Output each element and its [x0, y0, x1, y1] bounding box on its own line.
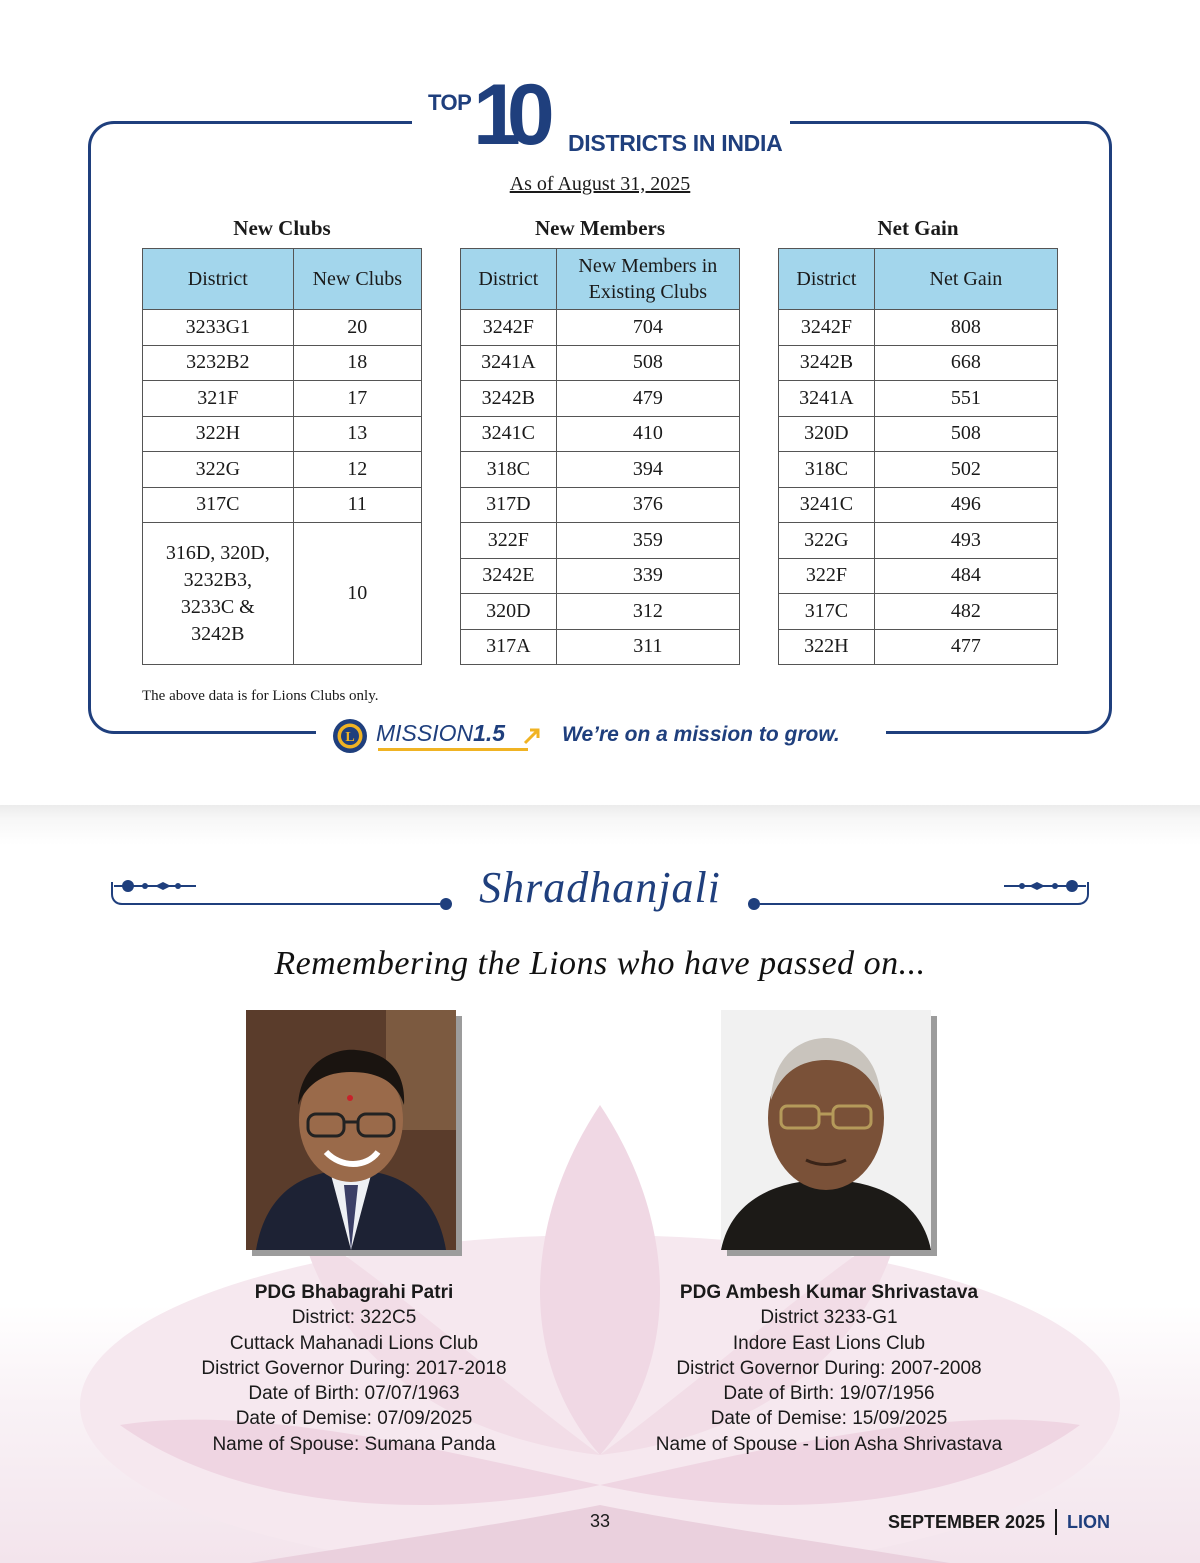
table-header-row — [143, 249, 422, 310]
footer-divider — [1055, 1509, 1057, 1535]
value-cell: 508 — [556, 345, 739, 381]
column-header: New Members in Existing Clubs — [556, 249, 739, 310]
table-row — [779, 487, 1058, 523]
district-cell: 322G — [143, 452, 294, 488]
person-detail: District Governor During: 2007-2008 — [676, 1357, 982, 1379]
table-row — [143, 345, 422, 381]
value-cell: 376 — [556, 487, 739, 523]
column-header: Net Gain — [874, 249, 1057, 310]
value-cell: 312 — [556, 594, 739, 630]
mission-tagline: We’re on a mission to grow. — [562, 723, 840, 746]
table-row — [461, 523, 740, 559]
title-rest: DISTRICTS IN INDIA — [568, 130, 783, 156]
column-header: District — [143, 249, 294, 310]
table-header-row — [461, 249, 740, 310]
table-header-row — [779, 249, 1058, 310]
page-number: 33 — [589, 1511, 611, 1531]
table-row — [779, 558, 1058, 594]
value-cell: 493 — [874, 523, 1057, 559]
person-name: PDG Ambesh Kumar Shrivastava — [679, 1282, 979, 1303]
district-cell: 322H — [779, 629, 875, 665]
mission-banner — [332, 716, 892, 754]
table-row — [779, 381, 1058, 417]
magazine-name: LION — [1067, 1511, 1110, 1532]
person-portrait-icon — [246, 1010, 456, 1250]
value-cell: 18 — [293, 345, 421, 381]
value-cell: 482 — [874, 594, 1057, 630]
value-cell: 551 — [874, 381, 1057, 417]
table-row — [461, 345, 740, 381]
district-cell: 322H — [143, 416, 294, 452]
district-cell: 320D — [461, 594, 557, 630]
district-cell: 3232B2 — [143, 345, 294, 381]
table-row — [779, 523, 1058, 559]
table-row — [461, 487, 740, 523]
district-cell: 3242B — [461, 381, 557, 417]
table-row — [143, 416, 422, 452]
value-cell: 12 — [293, 452, 421, 488]
district-cell: 317C — [143, 487, 294, 523]
value-cell: 479 — [556, 381, 739, 417]
section-title — [428, 67, 788, 163]
district-cell: 3241A — [779, 381, 875, 417]
mission-logo — [376, 720, 505, 747]
data-note: The above data is for Lions Clubs only. — [142, 688, 379, 704]
lions-emblem-icon — [332, 718, 368, 754]
table-row — [779, 310, 1058, 346]
value-cell: 359 — [556, 523, 739, 559]
value-cell: 394 — [556, 452, 739, 488]
district-cell: 322F — [461, 523, 557, 559]
district-cell: 3241C — [779, 487, 875, 523]
value-cell: 704 — [556, 310, 739, 346]
person-detail: Date of Birth: 19/07/1956 — [723, 1383, 935, 1405]
tribute-details-2 — [609, 1280, 1049, 1457]
person-detail: District 3233-G1 — [760, 1307, 898, 1329]
district-cell: 3241C — [461, 416, 557, 452]
mission-underline — [378, 748, 528, 751]
value-cell: 410 — [556, 416, 739, 452]
person-detail: Name of Spouse - Lion Asha Shrivastava — [655, 1433, 1003, 1455]
value-cell: 20 — [293, 310, 421, 346]
value-cell: 17 — [293, 381, 421, 417]
issue-date: SEPTEMBER 2025 — [887, 1511, 1045, 1532]
portrait-photo — [246, 1010, 456, 1250]
person-detail: Indore East Lions Club — [732, 1332, 926, 1354]
table-row — [461, 416, 740, 452]
person-detail: Date of Birth: 07/07/1963 — [248, 1383, 460, 1405]
district-cell: 3242F — [461, 310, 557, 346]
mission-number: 1.5 — [473, 720, 506, 746]
net-gain-table — [778, 248, 1058, 665]
value-cell: 10 — [293, 523, 421, 665]
district-cell: 317C — [779, 594, 875, 630]
person-detail: District Governor During: 2017-2018 — [201, 1357, 507, 1379]
shradhanjali-subtitle: Remembering the Lions who have passed on... — [274, 945, 926, 982]
table-row — [143, 452, 422, 488]
value-cell: 508 — [874, 416, 1057, 452]
value-cell: 311 — [556, 629, 739, 665]
column-header: New Clubs — [293, 249, 421, 310]
table-row — [143, 523, 422, 665]
value-cell: 496 — [874, 487, 1057, 523]
portrait-photo — [721, 1010, 931, 1250]
new-clubs-heading: New Clubs — [233, 216, 331, 240]
column-header: District — [779, 249, 875, 310]
table-row — [779, 452, 1058, 488]
table-row — [779, 629, 1058, 665]
new-clubs-table — [142, 248, 422, 665]
new-members-table — [460, 248, 740, 665]
person-detail: Date of Demise: 15/09/2025 — [710, 1408, 948, 1430]
value-cell: 339 — [556, 558, 739, 594]
table-row — [461, 558, 740, 594]
table-row — [779, 594, 1058, 630]
column-header: District — [461, 249, 557, 310]
value-cell: 484 — [874, 558, 1057, 594]
arrow-up-right-icon — [522, 726, 542, 746]
value-cell: 13 — [293, 416, 421, 452]
district-cell: 3242B — [779, 345, 875, 381]
person-detail: Name of Spouse: Sumana Panda — [212, 1433, 496, 1455]
table-row — [461, 629, 740, 665]
district-cell: 3242E — [461, 558, 557, 594]
as-of-date: As of August 31, 2025 — [509, 173, 691, 195]
table-row — [143, 310, 422, 346]
value-cell: 668 — [874, 345, 1057, 381]
person-detail: District: 322C5 — [291, 1307, 417, 1329]
table-row — [461, 381, 740, 417]
table-row — [143, 487, 422, 523]
title-number: 10 — [473, 67, 541, 163]
district-cell: 318C — [461, 452, 557, 488]
district-cell: 3241A — [461, 345, 557, 381]
district-cell: 320D — [779, 416, 875, 452]
table-row — [779, 345, 1058, 381]
tribute-details-1 — [134, 1280, 574, 1457]
district-cell: 3233G1 — [143, 310, 294, 346]
net-gain-heading: Net Gain — [877, 216, 959, 240]
new-members-heading: New Members — [534, 216, 666, 240]
value-cell: 11 — [293, 487, 421, 523]
district-cell: 318C — [779, 452, 875, 488]
district-cell: 317D — [461, 487, 557, 523]
district-cell: 321F — [143, 381, 294, 417]
table-row — [143, 381, 422, 417]
table-row — [461, 310, 740, 346]
value-cell: 808 — [874, 310, 1057, 346]
person-detail: Date of Demise: 07/09/2025 — [235, 1408, 473, 1430]
table-row — [461, 594, 740, 630]
mission-word: MISSION — [376, 720, 474, 746]
value-cell: 477 — [874, 629, 1057, 665]
district-cell: 317A — [461, 629, 557, 665]
district-cell: 322G — [779, 523, 875, 559]
title-top: TOP — [428, 90, 472, 115]
district-cell: 316D, 320D, 3232B3, 3233C & 3242B — [143, 523, 294, 665]
table-row — [779, 416, 1058, 452]
table-row — [461, 452, 740, 488]
shradhanjali-title: Shradhanjali — [479, 863, 721, 912]
person-name: PDG Bhabagrahi Patri — [254, 1282, 454, 1303]
value-cell: 502 — [874, 452, 1057, 488]
person-portrait-icon — [721, 1010, 931, 1250]
district-cell: 3242F — [779, 310, 875, 346]
svg-text:L: L — [345, 730, 355, 745]
person-detail: Cuttack Mahanadi Lions Club — [229, 1332, 479, 1354]
page-footer — [888, 1509, 1110, 1535]
district-cell: 322F — [779, 558, 875, 594]
